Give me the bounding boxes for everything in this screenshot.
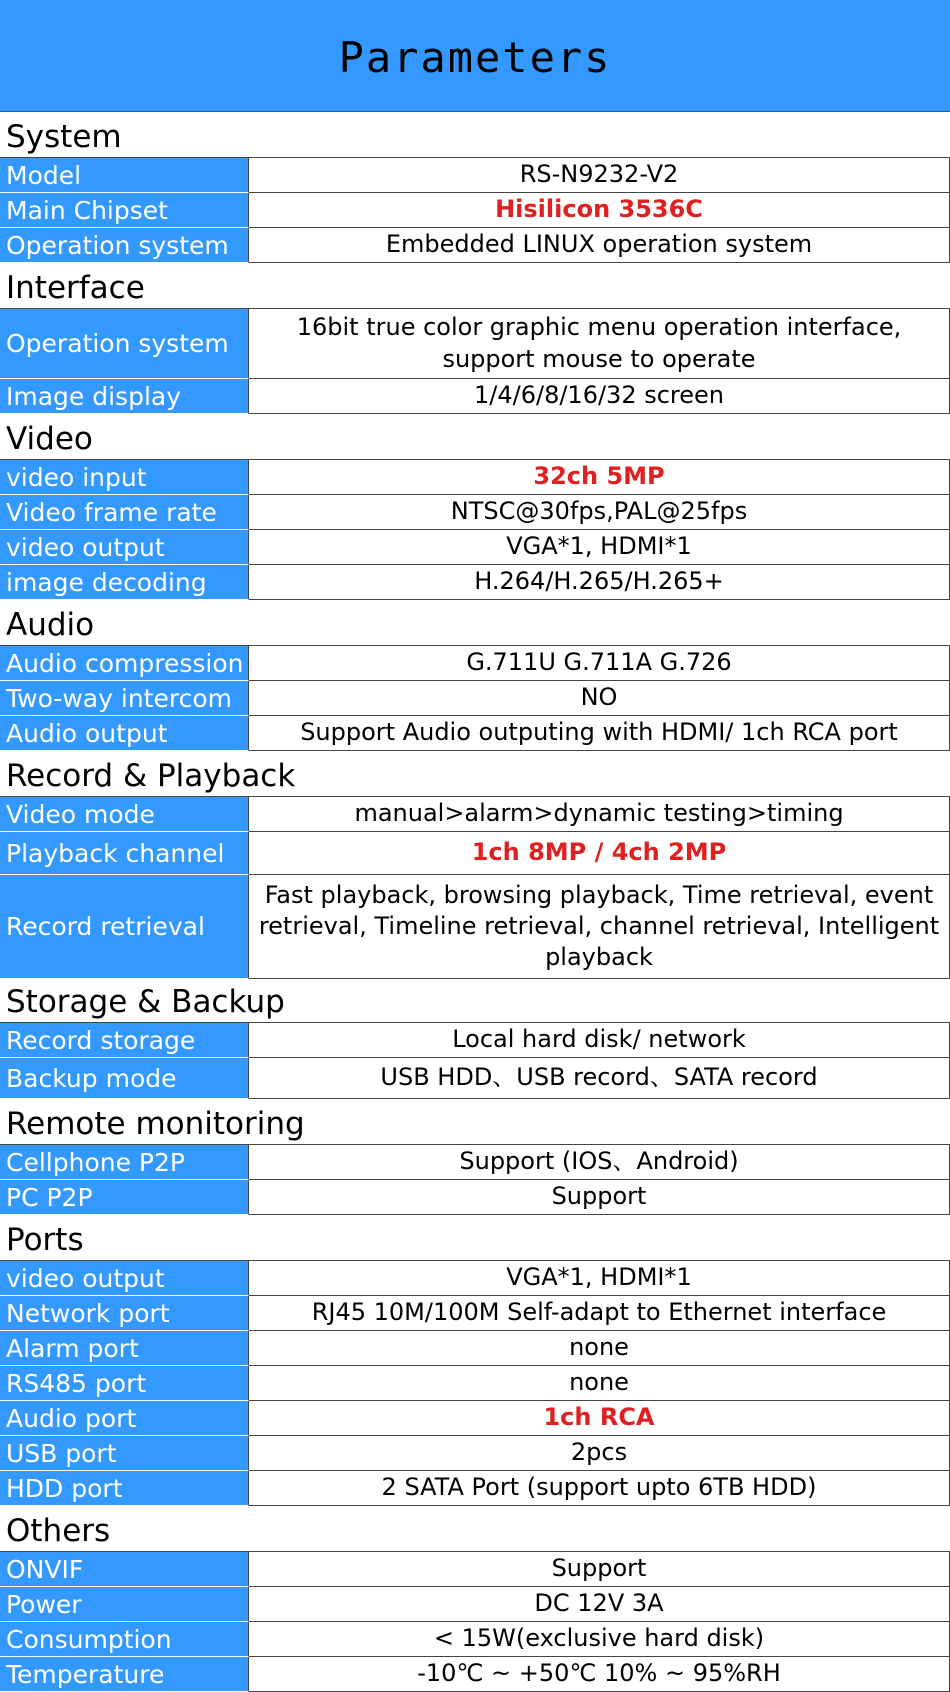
parameter-row xyxy=(0,1552,950,1587)
parameter-row xyxy=(0,1296,950,1331)
parameter-value: NTSC@30fps,PAL@25fps xyxy=(249,495,950,530)
parameter-label: Audio compression xyxy=(0,646,249,681)
parameter-row xyxy=(0,1587,950,1622)
parameter-label: ONVIF xyxy=(0,1552,249,1587)
section-title: Remote monitoring xyxy=(6,1106,305,1142)
parameter-row xyxy=(0,565,950,600)
parameter-value: NO xyxy=(249,681,950,716)
section-header xyxy=(0,414,950,460)
parameter-value: G.711U G.711A G.726 xyxy=(249,646,950,681)
parameter-row xyxy=(0,832,950,875)
parameter-row xyxy=(0,460,950,495)
parameter-value: Support (IOS、Android) xyxy=(249,1145,950,1180)
parameter-value: Local hard disk/ network xyxy=(249,1023,950,1058)
parameter-label: Power xyxy=(0,1587,249,1622)
page-title: Parameters xyxy=(338,33,612,82)
parameter-label: HDD port xyxy=(0,1471,249,1506)
parameter-value: 2pcs xyxy=(249,1436,950,1471)
title-bar xyxy=(0,0,950,112)
parameter-value: 32ch 5MP xyxy=(249,460,950,495)
parameter-label: Audio output xyxy=(0,716,249,751)
parameter-label: Image display xyxy=(0,379,249,414)
parameter-value: Hisilicon 3536C xyxy=(249,193,950,228)
parameter-label: Record retrieval xyxy=(0,875,249,979)
parameter-label: USB port xyxy=(0,1436,249,1471)
parameter-row xyxy=(0,530,950,565)
parameter-row xyxy=(0,1145,950,1180)
parameter-label: Temperature xyxy=(0,1657,249,1692)
parameter-value: DC 12V 3A xyxy=(249,1587,950,1622)
parameter-value: Support xyxy=(249,1180,950,1215)
parameter-value: -10℃ ~ +50℃ 10% ~ 95%RH xyxy=(249,1657,950,1692)
parameter-label: Record storage xyxy=(0,1023,249,1058)
section-header xyxy=(0,1506,950,1552)
section-title: Storage & Backup xyxy=(6,984,285,1020)
parameter-row xyxy=(0,1401,950,1436)
section-header xyxy=(0,979,950,1023)
parameter-row xyxy=(0,716,950,751)
parameter-label: PC P2P xyxy=(0,1180,249,1215)
parameter-value: Embedded LINUX operation system xyxy=(249,228,950,263)
parameter-value: 1ch RCA xyxy=(249,1401,950,1436)
parameter-label: Audio port xyxy=(0,1401,249,1436)
parameter-value: manual>alarm>dynamic testing>timing xyxy=(249,797,950,832)
parameter-label: image decoding xyxy=(0,565,249,600)
parameter-label: RS485 port xyxy=(0,1366,249,1401)
parameter-value: Support xyxy=(249,1552,950,1587)
parameter-label: Main Chipset xyxy=(0,193,249,228)
parameter-row xyxy=(0,1023,950,1058)
section-header xyxy=(0,1099,950,1145)
parameter-row xyxy=(0,228,950,263)
parameter-row xyxy=(0,681,950,716)
parameter-value: Support Audio outputing with HDMI/ 1ch RCA port xyxy=(249,716,950,751)
section-title: System xyxy=(6,119,122,155)
parameter-row xyxy=(0,1436,950,1471)
parameter-value: RJ45 10M/100M Self-adapt to Ethernet interface xyxy=(249,1296,950,1331)
parameter-label: video input xyxy=(0,460,249,495)
parameter-value: 1/4/6/8/16/32 screen xyxy=(249,379,950,414)
section-header xyxy=(0,1215,950,1261)
section-title: Ports xyxy=(6,1222,84,1258)
section-header xyxy=(0,112,950,158)
parameter-row xyxy=(0,797,950,832)
parameter-row xyxy=(0,379,950,414)
section-title: Video xyxy=(6,421,93,457)
parameter-value: H.264/H.265/H.265+ xyxy=(249,565,950,600)
parameter-label: Backup mode xyxy=(0,1058,249,1099)
parameter-value: VGA*1, HDMI*1 xyxy=(249,1261,950,1296)
parameter-row xyxy=(0,495,950,530)
parameter-row xyxy=(0,1366,950,1401)
parameter-label: Cellphone P2P xyxy=(0,1145,249,1180)
parameter-label: Network port xyxy=(0,1296,249,1331)
section-header xyxy=(0,600,950,646)
parameter-row xyxy=(0,1261,950,1296)
parameter-value: none xyxy=(249,1331,950,1366)
section-header xyxy=(0,751,950,797)
parameter-row xyxy=(0,158,950,193)
parameter-label: Alarm port xyxy=(0,1331,249,1366)
section-title: Audio xyxy=(6,607,95,643)
parameter-value: Fast playback, browsing playback, Time retrieval, event retrieval, Timeline retrieval, channel retrieval, Intelligent playback xyxy=(249,875,950,979)
section-title: Record & Playback xyxy=(6,758,296,794)
parameter-value: 1ch 8MP / 4ch 2MP xyxy=(249,832,950,875)
parameter-value: USB HDD、USB record、SATA record xyxy=(249,1058,950,1099)
parameter-label: Playback channel xyxy=(0,832,249,875)
section-title: Others xyxy=(6,1513,111,1549)
parameter-label: Video mode xyxy=(0,797,249,832)
parameter-label: Two-way intercom xyxy=(0,681,249,716)
parameter-value: none xyxy=(249,1366,950,1401)
parameter-value: 2 SATA Port (support upto 6TB HDD) xyxy=(249,1471,950,1506)
parameter-row xyxy=(0,1180,950,1215)
parameter-label: Model xyxy=(0,158,249,193)
parameter-label: Operation system xyxy=(0,309,249,379)
parameter-label: video output xyxy=(0,1261,249,1296)
section-title: Interface xyxy=(6,270,145,306)
parameter-row xyxy=(0,1471,950,1506)
parameter-row xyxy=(0,1622,950,1657)
parameter-value: < 15W(exclusive hard disk) xyxy=(249,1622,950,1657)
parameter-value: RS-N9232-V2 xyxy=(249,158,950,193)
parameter-row xyxy=(0,646,950,681)
parameter-row xyxy=(0,193,950,228)
parameter-row xyxy=(0,1331,950,1366)
parameter-label: Video frame rate xyxy=(0,495,249,530)
parameter-label: Operation system xyxy=(0,228,249,263)
section-header xyxy=(0,263,950,309)
parameter-label: video output xyxy=(0,530,249,565)
parameter-value: 16bit true color graphic menu operation interface, support mouse to operate xyxy=(249,309,950,379)
parameter-label: Consumption xyxy=(0,1622,249,1657)
parameter-row xyxy=(0,1058,950,1099)
parameter-row xyxy=(0,309,950,379)
parameter-row xyxy=(0,875,950,979)
parameter-value: VGA*1, HDMI*1 xyxy=(249,530,950,565)
